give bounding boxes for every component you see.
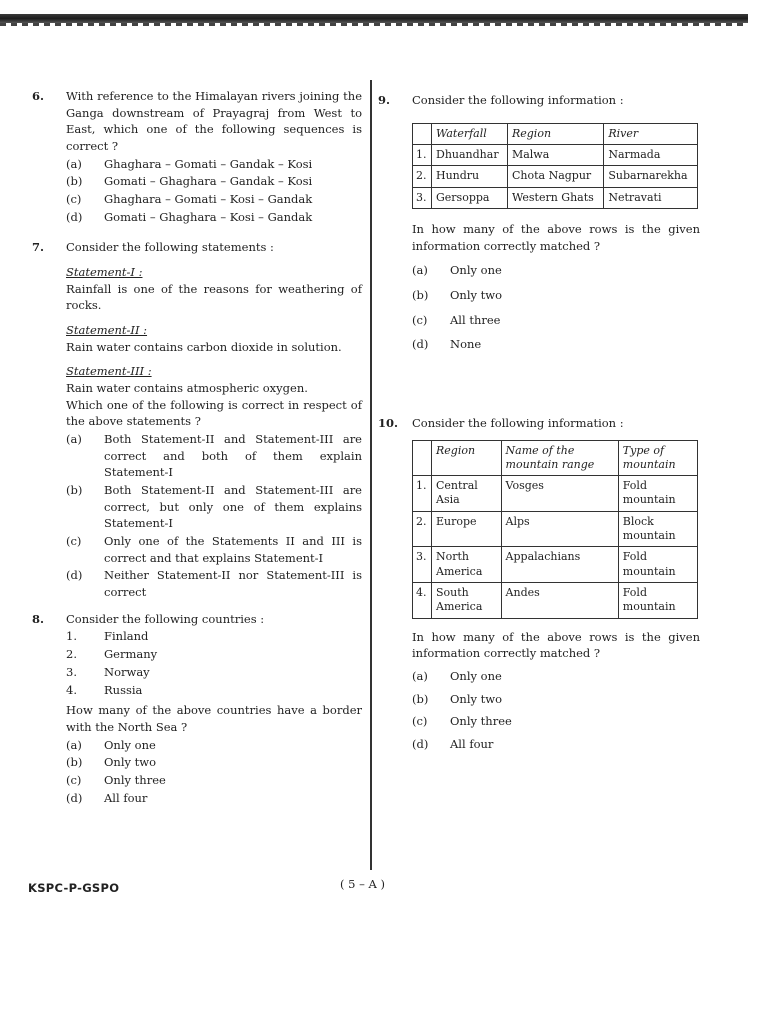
option-d: [412, 736, 700, 753]
statement-3-text: Rain water contains atmospheric oxygen.: [66, 381, 308, 396]
option-label: (d): [66, 790, 83, 805]
option-a: [66, 737, 362, 754]
question-text: Consider the following information :: [412, 93, 624, 107]
scan-top-edge: [0, 14, 748, 23]
table-cell: Central Asia: [432, 476, 502, 512]
option-c: [66, 191, 362, 208]
list-item: [66, 664, 362, 681]
option-b: [66, 754, 362, 771]
option-label: (d): [412, 736, 429, 751]
list-item: [66, 628, 362, 645]
table-cell: 2.: [413, 166, 432, 187]
column-divider: [370, 80, 372, 870]
table-cell: Fold mountain: [618, 582, 697, 618]
option-a: [412, 668, 700, 685]
option-text: Both Statement-II and Statement-III are correct and both of them explain Statement-I: [104, 432, 362, 480]
option-text: Gomati – Ghaghara – Kosi – Gandak: [104, 209, 313, 224]
option-c: [66, 533, 362, 566]
statement-2-text: Rain water contains carbon dioxide in solution.: [66, 339, 342, 354]
table-header-row: [413, 440, 698, 476]
option-c: [412, 713, 700, 730]
question-6: [28, 88, 362, 225]
table-cell: South America: [432, 582, 502, 618]
header-cell: [413, 440, 432, 476]
question-number: 10.: [378, 415, 399, 430]
table-row: [413, 476, 698, 512]
option-text: Both Statement-II and Statement-III are correct, but only one of them explains Statement-I: [104, 483, 362, 531]
option-b: [66, 173, 362, 190]
table-cell: Narmada: [604, 144, 698, 165]
option-b: [412, 691, 700, 708]
option-label: (c): [66, 534, 82, 549]
item-text: Norway: [104, 664, 150, 679]
statement-1-label: Statement-I :: [66, 265, 143, 280]
option-label: (c): [66, 192, 82, 207]
option-label: (c): [66, 772, 82, 787]
question-prompt: In how many of the above rows is the given information correctly matched ?: [412, 221, 700, 253]
statement-2-label: Statement-II :: [66, 323, 148, 338]
table-cell: Block mountain: [618, 511, 697, 547]
question-number: 7.: [32, 240, 45, 255]
option-label: (a): [66, 737, 82, 752]
option-text: Only two: [104, 755, 157, 770]
table-row: [413, 144, 698, 165]
question-number: 8.: [32, 611, 45, 626]
table-cell: Appalachians: [501, 547, 618, 583]
statement-3-label: Statement-III :: [66, 364, 152, 379]
option-a: [66, 431, 362, 481]
option-b: [412, 287, 700, 304]
option-label: (c): [412, 312, 428, 327]
question-prompt: In how many of the above rows is the given information correctly matched ?: [412, 629, 700, 661]
option-label: (a): [412, 668, 428, 683]
option-text: Ghaghara – Gomati – Gandak – Kosi: [104, 156, 313, 171]
list-item: [66, 646, 362, 663]
table-row: [413, 582, 698, 618]
table-cell: 4.: [413, 582, 432, 618]
option-label: (a): [412, 263, 428, 278]
question-text: With reference to the Himalayan rivers joining the Ganga downstream of Prayagraj from West to East, which one of the following sequences is correct ?: [66, 89, 362, 154]
table-cell: 1.: [413, 476, 432, 512]
item-number: 2.: [66, 647, 77, 662]
table-row: [413, 511, 698, 547]
table-cell: Chota Nagpur: [507, 166, 603, 187]
option-d: [66, 790, 362, 807]
option-text: Only two: [450, 691, 503, 706]
option-label: (c): [412, 714, 428, 729]
question-text: Consider the following information :: [412, 415, 624, 430]
table-cell: Hundru: [432, 166, 508, 187]
list-item: [66, 682, 362, 699]
table-cell: 1.: [413, 144, 432, 165]
header-cell: Region: [432, 440, 502, 476]
header-cell: Type of mountain: [618, 440, 697, 476]
item-text: Germany: [104, 647, 158, 662]
question-text: Consider the following statements :: [66, 240, 274, 255]
table-cell: Dhuandhar: [432, 144, 508, 165]
option-text: All three: [450, 312, 501, 327]
table-cell: Andes: [501, 582, 618, 618]
option-text: Only one of the Statements II and III is correct and that explains Statement-I: [104, 534, 362, 565]
option-label: (d): [66, 209, 83, 224]
question-8: [28, 611, 362, 806]
mountain-table: [412, 440, 698, 619]
option-d: [412, 336, 700, 353]
option-text: Only one: [450, 263, 502, 278]
question-10: [374, 415, 700, 753]
waterfall-table: [412, 123, 698, 209]
option-label: (a): [66, 156, 82, 171]
option-label: (b): [412, 287, 429, 302]
item-number: 1.: [66, 629, 77, 644]
question-text: Consider the following countries :: [66, 611, 265, 626]
table-cell: Vosges: [501, 476, 618, 512]
option-a: [412, 262, 700, 279]
option-label: (b): [66, 755, 83, 770]
option-b: [66, 482, 362, 532]
table-cell: Alps: [501, 511, 618, 547]
item-number: 3.: [66, 664, 77, 679]
option-text: Gomati – Ghaghara – Gandak – Kosi: [104, 174, 313, 189]
option-label: (b): [66, 483, 83, 498]
option-label: (d): [66, 568, 83, 583]
table-row: [413, 547, 698, 583]
table-cell: Western Ghats: [507, 187, 603, 208]
item-text: Russia: [104, 682, 143, 697]
header-cell: [413, 123, 432, 144]
table-cell: Europe: [432, 511, 502, 547]
option-text: Neither Statement-II nor Statement-III is correct: [104, 568, 362, 600]
page-number: ( 5 – A ): [340, 877, 385, 891]
option-c: [412, 312, 700, 329]
question-prompt: How many of the above countries have a border with the North Sea ?: [66, 703, 362, 734]
question-number: 9.: [378, 93, 391, 107]
option-label: (a): [66, 432, 82, 447]
item-text: Finland: [104, 629, 149, 644]
table-cell: 3.: [413, 187, 432, 208]
option-d: [66, 567, 362, 600]
table-cell: Fold mountain: [618, 547, 697, 583]
option-text: Only one: [104, 737, 156, 752]
table-header-row: [413, 123, 698, 144]
right-column: [374, 92, 700, 753]
table-cell: Malwa: [507, 144, 603, 165]
header-cell: Waterfall: [432, 123, 508, 144]
table-cell: Fold mountain: [618, 476, 697, 512]
table-cell: Subarnarekha: [604, 166, 698, 187]
option-text: All four: [104, 790, 148, 805]
header-cell: Name of the mountain range: [501, 440, 618, 476]
question-number: 6.: [32, 89, 45, 103]
option-c: [66, 772, 362, 789]
option-text: Only three: [450, 714, 512, 729]
table-cell: Gersoppa: [432, 187, 508, 208]
table-row: [413, 187, 698, 208]
option-text: Only three: [104, 772, 166, 787]
item-number: 4.: [66, 682, 77, 697]
statement-1-text: Rainfall is one of the reasons for weathering of rocks.: [66, 281, 362, 313]
option-d: [66, 209, 362, 226]
question-7: [28, 239, 362, 600]
option-label: (b): [412, 691, 429, 706]
option-text: Only two: [450, 287, 503, 302]
option-text: None: [450, 337, 482, 352]
option-a: [66, 156, 362, 173]
question-prompt: Which one of the following is correct in respect of the above statements ?: [66, 397, 362, 429]
option-label: (b): [66, 174, 83, 189]
question-9: [374, 92, 700, 353]
header-cell: River: [604, 123, 698, 144]
left-column: [28, 88, 362, 806]
option-text: All four: [450, 736, 494, 751]
option-label: (d): [412, 337, 429, 352]
table-cell: Netravati: [604, 187, 698, 208]
table-cell: 2.: [413, 511, 432, 547]
table-cell: North America: [432, 547, 502, 583]
option-text: Only one: [450, 668, 502, 683]
paper-code: KSPC-P-GSPO: [28, 881, 120, 895]
header-cell: Region: [507, 123, 603, 144]
option-text: Ghaghara – Gomati – Kosi – Gandak: [104, 192, 313, 207]
table-row: [413, 166, 698, 187]
table-cell: 3.: [413, 547, 432, 583]
